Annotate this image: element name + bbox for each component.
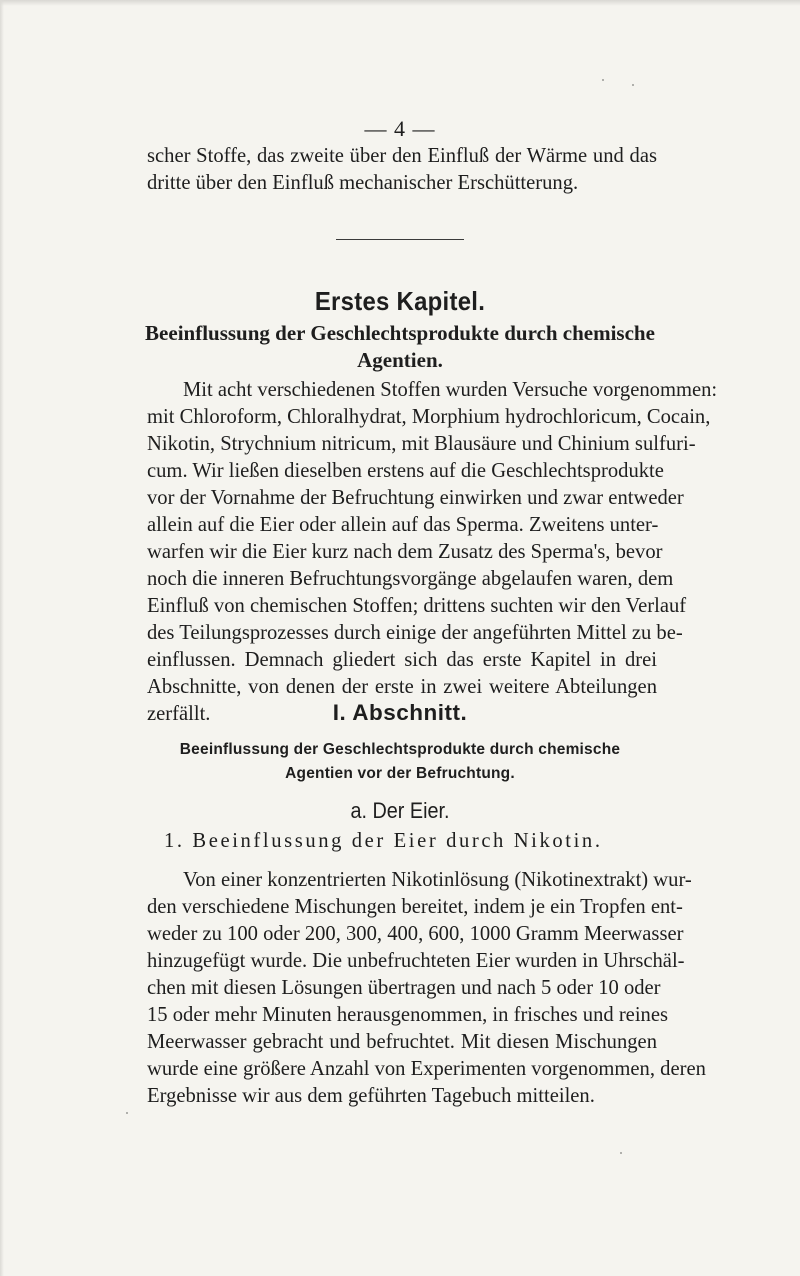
scan-speck [632, 84, 634, 86]
subsection-heading: a. Der Eier. [350, 798, 450, 823]
text-line: dritte über den Einfluß mechanischer Erschütterung. [147, 172, 579, 194]
text-line: Von einer konzentrierten Nikotinlösung (Nikotinextrakt) wur- [183, 869, 692, 891]
section-subtitle [0, 738, 800, 786]
text-line: cum. Wir ließen dieselben erstens auf die Geschlechtsprodukte [147, 460, 664, 482]
text-line: warfen wir die Eier kurz nach dem Zusatz des Sperma's, bevor [147, 541, 663, 563]
text-line: 15 oder mehr Minuten herausgenommen, in frisches und reines [147, 1004, 668, 1026]
text-line: allein auf die Eier oder allein auf das Sperma. Zweitens unter- [147, 514, 659, 536]
scan-speck [620, 1152, 622, 1154]
text-line: Nikotin, Strychnium nitricum, mit Blausäure und Chinium sulfuri- [147, 433, 696, 455]
page-number: — 4 — [364, 116, 436, 141]
intro-paragraph [147, 143, 657, 197]
text-line: scher Stoffe, das zweite über den Einfluß der Wärme und das [147, 145, 657, 167]
chapter-subtitle-line: Agentien. [357, 348, 443, 372]
text-line: den verschiedene Mischungen bereitet, indem je ein Tropfen ent- [147, 896, 683, 918]
text-line: mit Chloroform, Chloralhydrat, Morphium hydrochloricum, Cocain, [147, 406, 711, 428]
text-line: des Teilungsprozesses durch einige der angeführten Mittel zu be- [147, 622, 683, 644]
section-divider [336, 239, 464, 240]
scan-speck [126, 1112, 128, 1114]
chapter-subtitle [0, 320, 800, 374]
section-heading: I. Abschnitt. [332, 700, 468, 725]
scan-edge-top [0, 0, 800, 6]
scan-edge-left [0, 0, 4, 1276]
text-line: Einfluß von chemischen Stoffen; drittens suchten wir den Verlauf [147, 595, 687, 617]
text-line: Ergebnisse wir aus dem geführten Tagebuch mitteilen. [147, 1085, 595, 1107]
section-subtitle-line: Beeinflussung der Geschlechtsprodukte durch chemische [179, 741, 621, 758]
item-heading: 1. Beeinflussung der Eier durch Nikotin. [164, 830, 603, 852]
text-line: chen mit diesen Lösungen übertragen und nach 5 oder 10 oder [147, 977, 661, 999]
text-line: Mit acht verschiedenen Stoffen wurden Versuche vorgenommen: [183, 379, 718, 401]
section-subtitle-line: Agentien vor der Befruchtung. [285, 765, 515, 782]
subsection-paragraph [147, 867, 706, 1110]
text-line: einflussen. Demnach gliedert sich das erste Kapitel in drei [147, 649, 657, 671]
text-line: Abschnitte, von denen der erste in zwei weitere Abteilungen [147, 676, 657, 698]
text-line: noch die inneren Befruchtungsvorgänge abgelaufen waren, dem [147, 568, 674, 590]
chapter-title: Erstes Kapitel. [314, 286, 486, 316]
text-line: Meerwasser gebracht und befruchtet. Mit diesen Mischungen [147, 1031, 657, 1053]
text-line: hinzugefügt wurde. Die unbefruchteten Eier wurden in Uhrschäl- [147, 950, 685, 972]
text-line: weder zu 100 oder 200, 300, 400, 600, 1000 Gramm Meerwasser [147, 923, 684, 945]
chapter-subtitle-line: Beeinflussung der Geschlechtsprodukte durch chemische [145, 321, 655, 345]
scan-speck [602, 79, 604, 81]
text-line: vor der Vornahme der Befruchtung einwirken und zwar entweder [147, 487, 684, 509]
chapter-paragraph [147, 377, 718, 728]
text-line: wurde eine größere Anzahl von Experimenten vorgenommen, deren [147, 1058, 706, 1080]
text-line: zerfällt. [147, 703, 211, 725]
